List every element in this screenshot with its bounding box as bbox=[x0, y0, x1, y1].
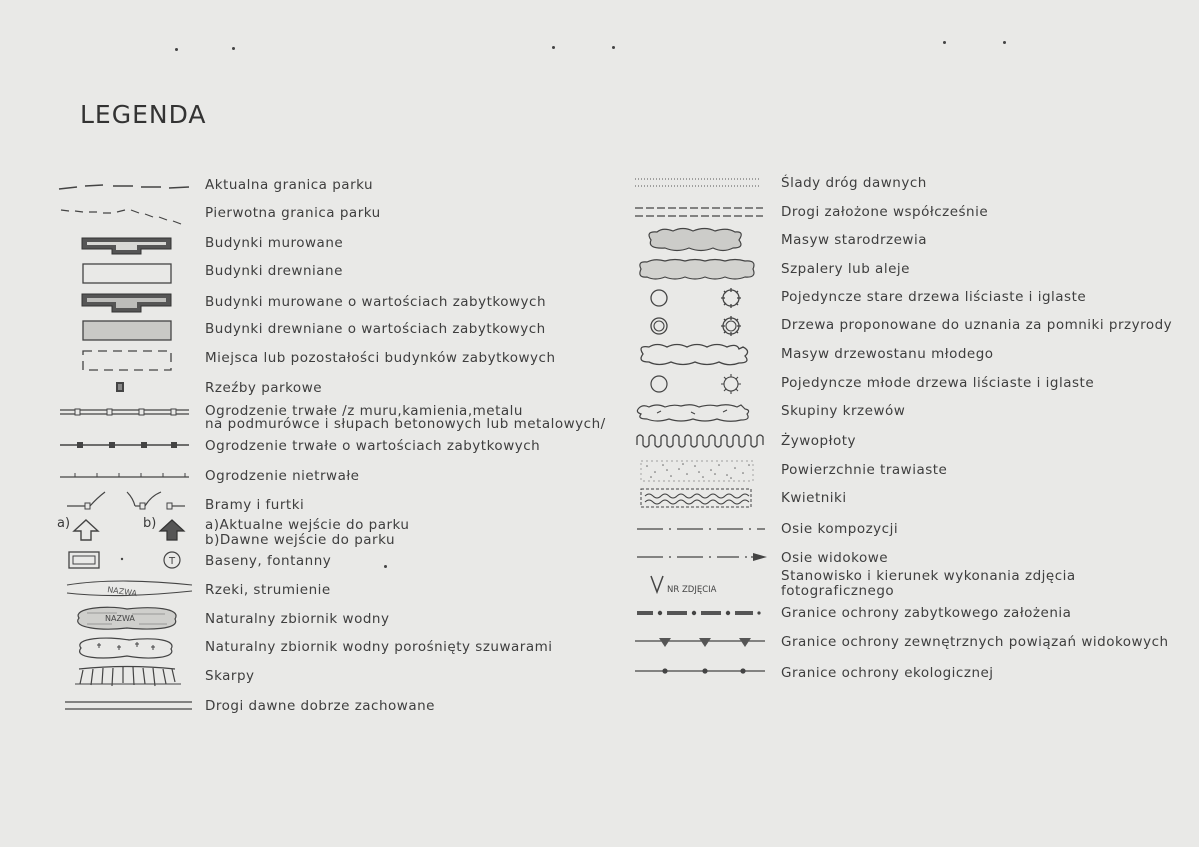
sculpture-symbol bbox=[57, 380, 192, 400]
legend-label: Ogrodzenie trwałe o wartościach zabytkowych bbox=[205, 438, 541, 454]
legend-item-slady-drog bbox=[633, 175, 1153, 201]
legend-item-masyw-mlodego bbox=[633, 343, 1153, 369]
legend-label: Stanowisko i kierunek wykonania zdjęcia bbox=[781, 568, 1076, 584]
legend-label: Aktualna granica parku bbox=[205, 177, 374, 193]
legend-item-drogi-dawne bbox=[57, 697, 617, 723]
water-body-name-text: NAZWA bbox=[105, 614, 135, 623]
legend-item-rzeki bbox=[57, 577, 617, 603]
flowerbed-symbol bbox=[633, 487, 768, 513]
legend-item-pierwotna-granica bbox=[57, 206, 617, 232]
ecological-protection-boundary-symbol bbox=[633, 664, 768, 684]
historic-masonry-building-symbol bbox=[57, 293, 192, 317]
legend-item-budynki-murowane-zabytkowe bbox=[57, 293, 617, 319]
legend-label: Kwietniki bbox=[781, 490, 847, 506]
legend-item-masyw-starodrzewia bbox=[633, 228, 1153, 254]
current-boundary-symbol bbox=[57, 178, 192, 198]
legend-label: Naturalny zbiornik wodny bbox=[205, 611, 390, 627]
legend-item-zbiornik-szuwary bbox=[57, 636, 617, 662]
svg-text:T: T bbox=[168, 556, 176, 567]
temporary-fence-symbol bbox=[57, 468, 192, 488]
legend-item-stanowisko bbox=[633, 570, 1173, 602]
legend-title: LEGENDA bbox=[80, 100, 207, 129]
current-entrance-arrow-icon bbox=[71, 518, 101, 542]
river-name-text: NAZWA bbox=[106, 585, 138, 599]
modern-road-symbol bbox=[633, 204, 768, 224]
legend-label: Osie kompozycji bbox=[781, 521, 899, 537]
photo-position-symbol bbox=[633, 570, 768, 600]
legend-label: Ogrodzenie trwałe /z muru,kamienia,metalu bbox=[205, 403, 523, 419]
legend-label: Pojedyncze młode drzewa liściaste i iglaste bbox=[781, 375, 1095, 391]
legend-item-baseny bbox=[57, 551, 617, 577]
pool-fountain-symbol bbox=[57, 551, 192, 573]
gate-symbol bbox=[57, 490, 192, 518]
masonry-building-symbol bbox=[57, 236, 192, 258]
legend-label: Żywopłoty bbox=[781, 433, 856, 449]
marker-b: b) bbox=[143, 516, 157, 531]
legend-label: Rzeźby parkowe bbox=[205, 380, 323, 396]
river-symbol bbox=[57, 577, 197, 601]
legend-label: Powierzchnie trawiaste bbox=[781, 462, 948, 478]
legend-item-budynki-murowane bbox=[57, 236, 617, 262]
legend-label: Drogi dawne dobrze zachowane bbox=[205, 698, 435, 714]
legend-label-line2: b)Dawne wejście do parku bbox=[205, 532, 396, 548]
legend-item-szpalery bbox=[633, 257, 1153, 283]
legend-label: Skarpy bbox=[205, 668, 255, 684]
legend-label: Skupiny krzewów bbox=[781, 403, 906, 419]
view-axis-symbol bbox=[633, 549, 773, 569]
old-single-trees-symbol bbox=[633, 287, 768, 311]
historic-fence-symbol bbox=[57, 438, 192, 458]
legend-label: Granice ochrony zewnętrznych powiązań widokowych bbox=[781, 634, 1169, 650]
legend-label: Masyw drzewostanu młodego bbox=[781, 346, 994, 362]
legend-label: Budynki murowane o wartościach zabytkowych bbox=[205, 294, 547, 310]
legend-item-miejsca-pozostalosci bbox=[57, 350, 617, 376]
reedy-water-body-symbol bbox=[57, 636, 197, 662]
legend-item-powierzchnie-trawiaste bbox=[633, 460, 1153, 486]
legend-label: Drogi założone współcześnie bbox=[781, 204, 989, 220]
legend-item-zywoploty bbox=[633, 432, 1153, 458]
legend-label: Granice ochrony zabytkowego założenia bbox=[781, 605, 1072, 621]
legend-label: Budynki drewniane bbox=[205, 263, 343, 279]
legend-item-ogrodzenie-trwale bbox=[57, 405, 657, 435]
legend-label: Rzeki, strumienie bbox=[205, 582, 331, 598]
legend-item-ochrona-ekologicznej bbox=[633, 664, 1153, 690]
legend-label: Naturalny zbiornik wodny porośnięty szuwarami bbox=[205, 639, 553, 655]
young-single-trees-symbol bbox=[633, 373, 768, 397]
permanent-fence-symbol bbox=[57, 405, 192, 425]
legend-label: Granice ochrony ekologicznej bbox=[781, 665, 994, 681]
legend-label: Pierwotna granica parku bbox=[205, 205, 381, 221]
legend-label: Bramy i furtki bbox=[205, 497, 305, 513]
slope-symbol bbox=[57, 664, 197, 690]
legend-item-pomniki-przyrody bbox=[633, 315, 1173, 341]
legend-right-column bbox=[633, 0, 1193, 847]
legend-label: Budynki murowane bbox=[205, 235, 344, 251]
legend-item-kwietniki bbox=[633, 487, 1153, 513]
legend-label: Budynki drewniane o wartościach zabytkowych bbox=[205, 321, 546, 337]
shrub-group-symbol bbox=[633, 400, 768, 426]
legend-item-budynki-drewniane-zabytkowe bbox=[57, 321, 617, 347]
legend-label-line2: na podmurówce i słupach betonowych lub metalowych/ bbox=[205, 416, 606, 432]
legend-label: Ślady dróg dawnych bbox=[781, 175, 927, 191]
original-boundary-symbol bbox=[57, 206, 192, 228]
old-road-symbol bbox=[57, 697, 197, 717]
legend-label: Osie widokowe bbox=[781, 550, 889, 566]
legend-label: Drzewa proponowane do uznania za pomniki przyrody bbox=[781, 317, 1173, 333]
composition-axis-symbol bbox=[633, 521, 768, 541]
legend-item-skarpy bbox=[57, 664, 617, 690]
tree-row-symbol bbox=[633, 257, 768, 283]
water-body-symbol bbox=[57, 606, 197, 632]
legend-item-pojedyncze-stare bbox=[633, 287, 1153, 313]
legend-left-column bbox=[57, 0, 617, 847]
legend-label: Szpalery lub aleje bbox=[781, 261, 910, 277]
marker-a: a) bbox=[57, 516, 71, 531]
view-protection-boundary-symbol bbox=[633, 634, 768, 654]
legend-label: Miejsca lub pozostałości budynków zabytkowych bbox=[205, 350, 556, 366]
photo-number-text: NR ZDJĘCIA bbox=[667, 585, 717, 595]
legend-item-ochrona-widokowych bbox=[633, 634, 1173, 660]
legend-item-ogrodzenie-zabytkowe bbox=[57, 438, 617, 464]
legend-item-skupiny bbox=[633, 400, 1153, 426]
legend-item-drogi-zalozone bbox=[633, 204, 1153, 230]
legend-item-ochrona-zabytkowego bbox=[633, 606, 1153, 632]
building-remains-symbol bbox=[57, 350, 192, 374]
young-tree-stand-symbol bbox=[633, 343, 768, 369]
wooden-building-symbol bbox=[57, 264, 192, 286]
former-entrance-arrow-icon bbox=[157, 518, 187, 542]
legend-item-pojedyncze-mlode bbox=[633, 373, 1153, 399]
legend-item-budynki-drewniane bbox=[57, 264, 617, 290]
heritage-protection-boundary-symbol bbox=[633, 606, 768, 626]
legend-item-wejscie bbox=[57, 516, 617, 550]
hedge-symbol bbox=[633, 432, 768, 452]
grass-area-symbol bbox=[633, 460, 768, 486]
historic-wooden-building-symbol bbox=[57, 321, 192, 343]
legend-label: Baseny, fontanny bbox=[205, 553, 332, 569]
legend-label: Ogrodzenie nietrwałe bbox=[205, 468, 360, 484]
legend-label: Pojedyncze stare drzewa liściaste i iglaste bbox=[781, 289, 1087, 305]
legend-item-osie-kompozycji bbox=[633, 521, 1153, 547]
legend-item-zbiornik bbox=[57, 606, 617, 632]
natural-monument-trees-symbol bbox=[633, 315, 768, 339]
legend-item-aktualna-granica bbox=[57, 178, 617, 204]
legend-label: a)Aktualne wejście do parku bbox=[205, 517, 410, 533]
old-tree-stand-symbol bbox=[633, 228, 768, 254]
old-road-traces-symbol bbox=[633, 175, 768, 195]
legend-label-line2: fotograficznego bbox=[781, 583, 895, 599]
legend-label: Masyw starodrzewia bbox=[781, 232, 927, 248]
